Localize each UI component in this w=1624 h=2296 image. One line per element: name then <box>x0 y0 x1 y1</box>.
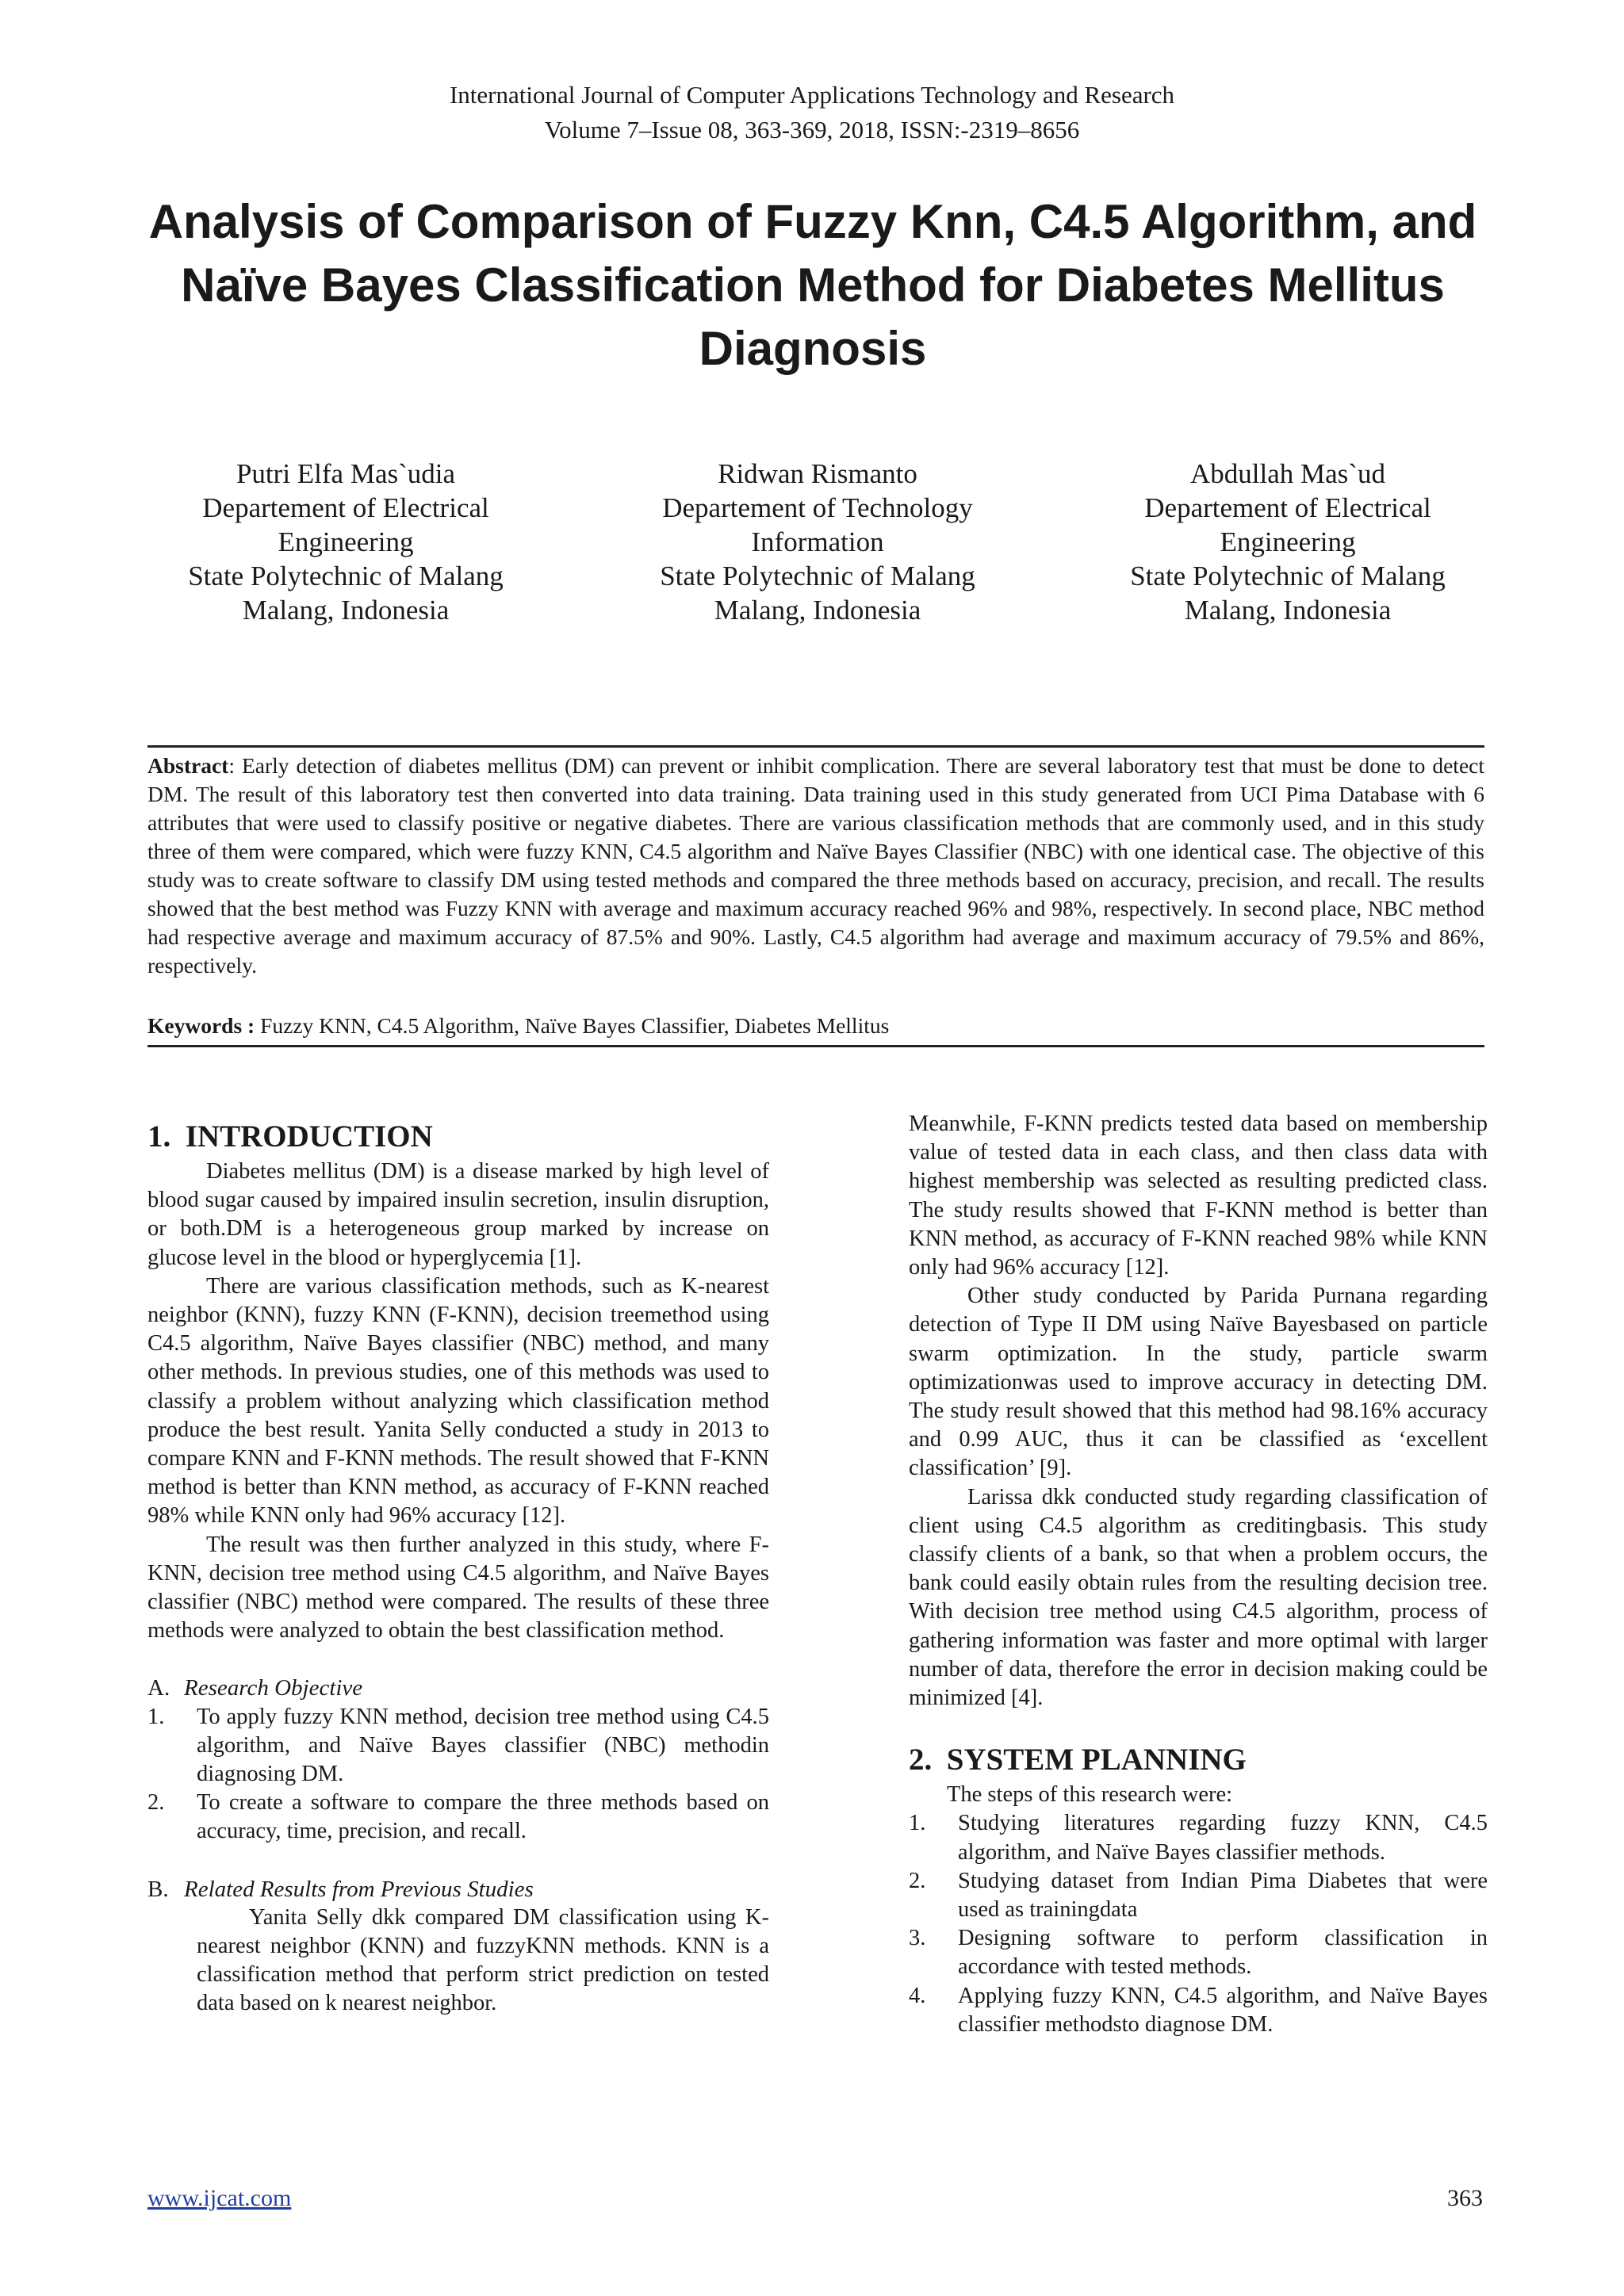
section-title: SYSTEM PLANNING <box>946 1743 1247 1777</box>
author-block-3 <box>1090 457 1486 627</box>
list-text: To create a software to compare the three methods based on accuracy, time, precision, and recall. <box>197 1790 769 1844</box>
author-department-cont: Engineering <box>1220 526 1356 557</box>
list-number: 1. <box>147 1704 165 1729</box>
planning-list <box>909 1809 1488 2039</box>
related-paragraph-1: Yanita Selly dkk compared DM classification using K-nearest neighbor (KNN) and fuzzyKNN methods. KNN is a classification method that perform strict prediction on tested data based on k nearest neighbor. <box>197 1904 769 2016</box>
author-institution: State Polytechnic of Malang <box>1130 561 1446 591</box>
list-text: Applying fuzzy KNN, C4.5 algorithm, and Naïve Bayes classifier methodsto diagnose DM. <box>958 1983 1488 2037</box>
author-institution: State Polytechnic of Malang <box>660 561 975 591</box>
author-location: Malang, Indonesia <box>242 595 450 626</box>
intro-paragraph-1: Diabetes mellitus (DM) is a disease marked by high level of blood sugar caused by impaired insulin secretion, insulin disruption, or both.DM is a heterogeneous group marked by increase on glucose level in the blood or hyperglycemia [1]. <box>147 1159 769 1270</box>
objective-list <box>147 1703 769 1846</box>
author-location: Malang, Indonesia <box>1184 595 1392 626</box>
author-name: Putri Elfa Mas`udia <box>236 458 456 489</box>
list-text: Studying literatures regarding fuzzy KNN, C4.5 algorithm, and Naïve Bayes classifier methods. <box>958 1811 1488 1865</box>
section-title: INTRODUCTION <box>185 1119 433 1154</box>
left-column <box>147 1118 769 2019</box>
section-spacer <box>909 1712 1488 1741</box>
footer-website-link[interactable]: www.ijcat.com <box>147 2185 292 2211</box>
section-heading-system-planning <box>909 1741 1488 1779</box>
list-number: 2. <box>909 1868 926 1893</box>
intro-paragraph-3: The result was then further analyzed in this study, where F-KNN, decision tree method using C4.5 algorithm, and Naïve Bayes classifier (NBC) method were compared. The results of these three methods were analyzed to obtain the best classification method. <box>147 1532 769 1644</box>
planning-intro: The steps of this research were: <box>947 1782 1233 1808</box>
list-item <box>909 1809 1488 1866</box>
abstract-label: Abstract <box>147 753 229 778</box>
author-department: Departement of Electrical <box>1144 492 1431 523</box>
intro-paragraph-2: There are various classification methods, such as K-nearest neighbor (KNN), fuzzy KNN (F-KNN), decision treemethod using C4.5 algorithm, Naïve Bayes classifier (NBC) method, and many other methods. In previous studies, one of this methods was used to classify a problem without analyzing which classification method produce the best result. Yanita Selly conducted a study in 2013 to compare KNN and F-KNN methods. The result showed that F-KNN method is better than KNN method, as accuracy of F-KNN reached 98% while KNN only had 96% accuracy [12]. <box>147 1273 769 1529</box>
section-heading-introduction <box>147 1118 769 1156</box>
list-item <box>909 1982 1488 2039</box>
page-number: 363 <box>1447 2185 1483 2211</box>
list-text: Designing software to perform classification in accordance with tested methods. <box>958 1926 1488 1980</box>
right-paragraph-3: Larissa dkk conducted study regarding classification of client using C4.5 algorithm as creditingbasis. This study classify clients of a bank, so that when a problem occurs, the bank could easily obtain rules from the resulting decision tree. With decision tree method using C4.5 algorithm, process of gathering information was faster and more optimal with larger number of data, therefore the error in decision making could be minimized [4]. <box>909 1484 1488 1711</box>
list-number: 2. <box>147 1790 165 1816</box>
abstract-top-rule <box>147 745 1484 748</box>
right-paragraph-1: Meanwhile, F-KNN predicts tested data based on membership value of tested data in each class, and then class data with highest membership was selected as resulting predicted class. The study results showed that F-KNN method is better than KNN method, as accuracy of F-KNN reached 98% while KNN only had 96% accuracy [12]. <box>909 1112 1488 1280</box>
list-item <box>147 1789 769 1846</box>
list-item <box>909 1867 1488 1924</box>
subsection-title: Research Objective <box>184 1675 363 1701</box>
list-number: 1. <box>909 1811 926 1836</box>
author-department: Departement of Electrical <box>202 492 489 523</box>
keywords-bottom-rule <box>147 1045 1484 1047</box>
subsection-title: Related Results from Previous Studies <box>184 1876 534 1902</box>
abstract-text: : Early detection of diabetes mellitus (DM) can prevent or inhibit complication. There are several laboratory test that must be done to detect DM. The result of this laboratory test then converted into data training. Data training used in this study generated from UCI Pima Database with 6 attributes that were used to classify positive or negative diabetes. There are various classification methods that are commonly used, and in this study three of them were compared, which were fuzzy KNN, C4.5 algorithm and Naïve Bayes Classifier (NBC) with one identical case. The objective of this study was to create software to classify DM using tested methods and compared the three methods based on accuracy, precision, and recall. The results showed that the best method was Fuzzy KNN with average and maximum accuracy reached 96% and 98%, respectively. In second place, NBC method had respective average and maximum accuracy of 87.5% and 90%. Lastly, C4.5 algorithm had average and maximum accuracy of 79.5% and 86%, respectively. <box>147 753 1484 978</box>
journal-header <box>0 78 1624 147</box>
keywords-text: Fuzzy KNN, C4.5 Algorithm, Naïve Bayes Classifier, Diabetes Mellitus <box>255 1013 890 1038</box>
author-block-2 <box>619 457 1016 627</box>
author-institution: State Polytechnic of Malang <box>188 561 504 591</box>
author-department-cont: Information <box>751 526 884 557</box>
journal-name: International Journal of Computer Applications Technology and Research <box>449 81 1175 109</box>
section-number: 2. <box>909 1743 933 1777</box>
subsection-letter: A. <box>147 1675 170 1701</box>
journal-volume: Volume 7–Issue 08, 363-369, 2018, ISSN:-2319–8656 <box>544 116 1080 144</box>
section-number: 1. <box>147 1119 171 1154</box>
author-name: Abdullah Mas`ud <box>1190 458 1385 489</box>
keywords-label: Keywords : <box>147 1013 255 1038</box>
list-number: 3. <box>909 1926 926 1951</box>
list-item <box>909 1924 1488 1981</box>
subsection-heading-research-objective <box>147 1674 769 1702</box>
list-item <box>147 1703 769 1789</box>
author-department-cont: Engineering <box>278 526 414 557</box>
subsection-heading-related-results <box>147 1875 769 1904</box>
list-text: Studying dataset from Indian Pima Diabetes that were used as trainingdata <box>958 1868 1488 1923</box>
abstract <box>147 752 1484 980</box>
right-column <box>909 1110 1488 2039</box>
author-location: Malang, Indonesia <box>714 595 921 626</box>
subsection-letter: B. <box>147 1876 169 1902</box>
author-name: Ridwan Rismanto <box>718 458 917 489</box>
list-text: To apply fuzzy KNN method, decision tree method using C4.5 algorithm, and Naïve Bayes classifier (NBC) methodin diagnosing DM. <box>197 1704 769 1787</box>
author-block-1 <box>147 457 544 627</box>
right-paragraph-2: Other study conducted by Parida Purnana regarding detection of Type II DM using Naïve Bayesbased on particle swarm optimization. In the study, particle swarm optimizationwas used to improve accuracy in detecting DM. The study result showed that this method had 98.16% accuracy and 0.99 AUC, thus it can be classified as ‘excellent classification’ [9]. <box>909 1284 1488 1481</box>
author-department: Departement of Technology <box>662 492 973 523</box>
paper-title: Analysis of Comparison of Fuzzy Knn, C4.5 Algorithm, and Naïve Bayes Classification Method for Diabetes Mellitus Diagnosis <box>148 195 1477 375</box>
list-number: 4. <box>909 1983 926 2008</box>
keywords <box>147 1012 1484 1040</box>
